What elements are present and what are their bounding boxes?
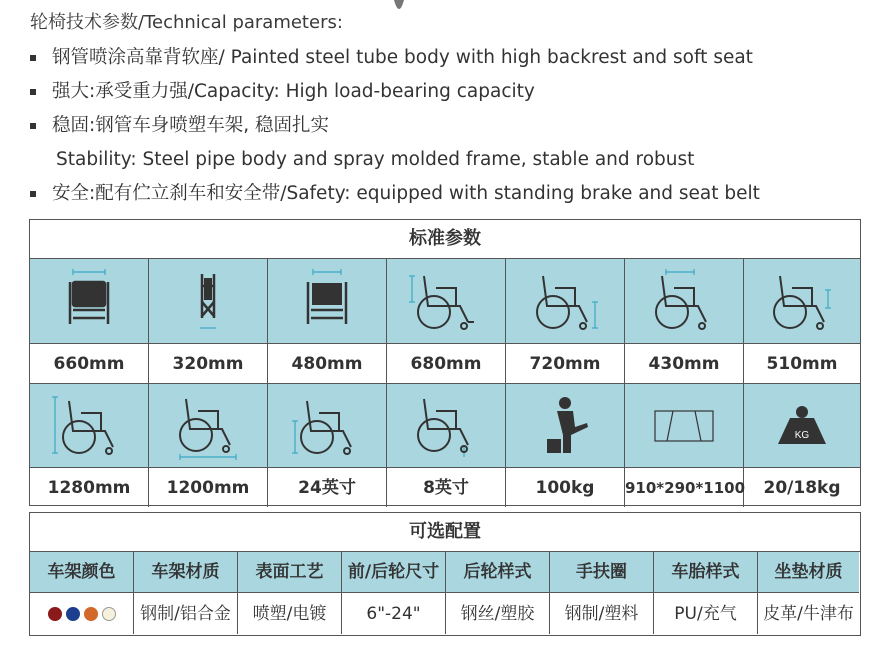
spec-value: 910*290*1100	[625, 467, 744, 507]
total-height-icon	[30, 383, 149, 467]
spec-icon-row	[30, 383, 860, 467]
total-length-icon	[149, 383, 268, 467]
backrest-height-icon	[387, 259, 506, 343]
config-header: 车架颜色	[30, 552, 134, 592]
config-value: 6"-24"	[342, 592, 446, 634]
config-value: 钢丝/塑胶	[446, 592, 550, 634]
config-header: 车胎样式	[654, 552, 758, 592]
spec-value: 430mm	[625, 343, 744, 383]
seat-width-icon	[268, 259, 387, 343]
spec-value: 660mm	[30, 343, 149, 383]
config-header: 后轮样式	[446, 552, 550, 592]
bullet-icon	[30, 89, 36, 95]
bullet-icon	[30, 55, 36, 61]
config-value: 皮革/牛津布	[758, 592, 859, 634]
spec-value: 320mm	[149, 343, 268, 383]
spec-value: 680mm	[387, 343, 506, 383]
config-value: 钢制/铝合金	[134, 592, 238, 634]
spec-table	[29, 219, 861, 506]
config-header: 坐垫材质	[758, 552, 859, 592]
feature-item: 钢管喷涂高靠背软座/ Painted steel tube body with high backrest and soft seat	[26, 46, 760, 80]
spec-value: 24英寸	[268, 467, 387, 507]
color-swatch-orange	[84, 607, 98, 621]
spec-value: 8英寸	[387, 467, 506, 507]
weight-badge: KG	[794, 429, 810, 441]
page-heading: 轮椅技术参数/Technical parameters:	[30, 12, 343, 33]
config-title: 可选配置	[30, 513, 860, 552]
spec-value-row	[30, 343, 860, 383]
feature-item: 强大:承受重力强/Capacity: High load-bearing capacity	[26, 80, 760, 114]
spec-value-row	[30, 467, 860, 507]
config-value: 钢制/塑料	[550, 592, 654, 634]
seat-depth-icon	[625, 259, 744, 343]
config-header: 前/后轮尺寸	[342, 552, 446, 592]
color-swatch-cream	[102, 607, 116, 621]
spec-value: 20/18kg	[744, 467, 860, 507]
config-header: 表面工艺	[238, 552, 342, 592]
color-swatch-red	[48, 607, 62, 621]
feature-item: 稳固:钢管车身喷塑车架, 稳固扎实	[26, 114, 760, 148]
feature-item-continued: Stability: Steel pipe body and spray molded frame, stable and robust	[56, 149, 695, 170]
frame-color-swatches	[30, 592, 134, 634]
spec-icon-row	[30, 259, 860, 343]
spec-value: 720mm	[506, 343, 625, 383]
spec-value: 100kg	[506, 467, 625, 507]
rear-wheel-icon	[268, 383, 387, 467]
spec-value: 510mm	[744, 343, 860, 383]
front-width-icon	[30, 259, 149, 343]
spec-value: 480mm	[268, 343, 387, 383]
wheel-fragment-icon	[392, 0, 406, 14]
bullet-icon	[30, 191, 36, 197]
spec-value: 1280mm	[30, 467, 149, 507]
weight-icon	[744, 383, 860, 467]
color-swatch-blue	[66, 607, 80, 621]
armrest-height-icon	[744, 259, 860, 343]
seat-height-icon	[506, 259, 625, 343]
spec-title: 标准参数	[30, 220, 860, 259]
config-value: 喷塑/电镀	[238, 592, 342, 634]
config-header: 手扶圈	[550, 552, 654, 592]
feature-item: 安全:配有伫立刹车和安全带/Safety: equipped with standing brake and seat belt	[26, 182, 760, 216]
load-capacity-icon	[506, 383, 625, 467]
config-header-row	[30, 552, 860, 592]
config-value: PU/充气	[654, 592, 758, 634]
config-value-row	[30, 592, 860, 634]
front-wheel-icon	[387, 383, 506, 467]
package-size-icon	[625, 383, 744, 467]
spec-value: 1200mm	[149, 467, 268, 507]
config-header: 车架材质	[134, 552, 238, 592]
bullet-icon	[30, 123, 36, 129]
folded-width-icon	[149, 259, 268, 343]
config-table	[29, 512, 861, 636]
feature-list	[26, 46, 760, 216]
